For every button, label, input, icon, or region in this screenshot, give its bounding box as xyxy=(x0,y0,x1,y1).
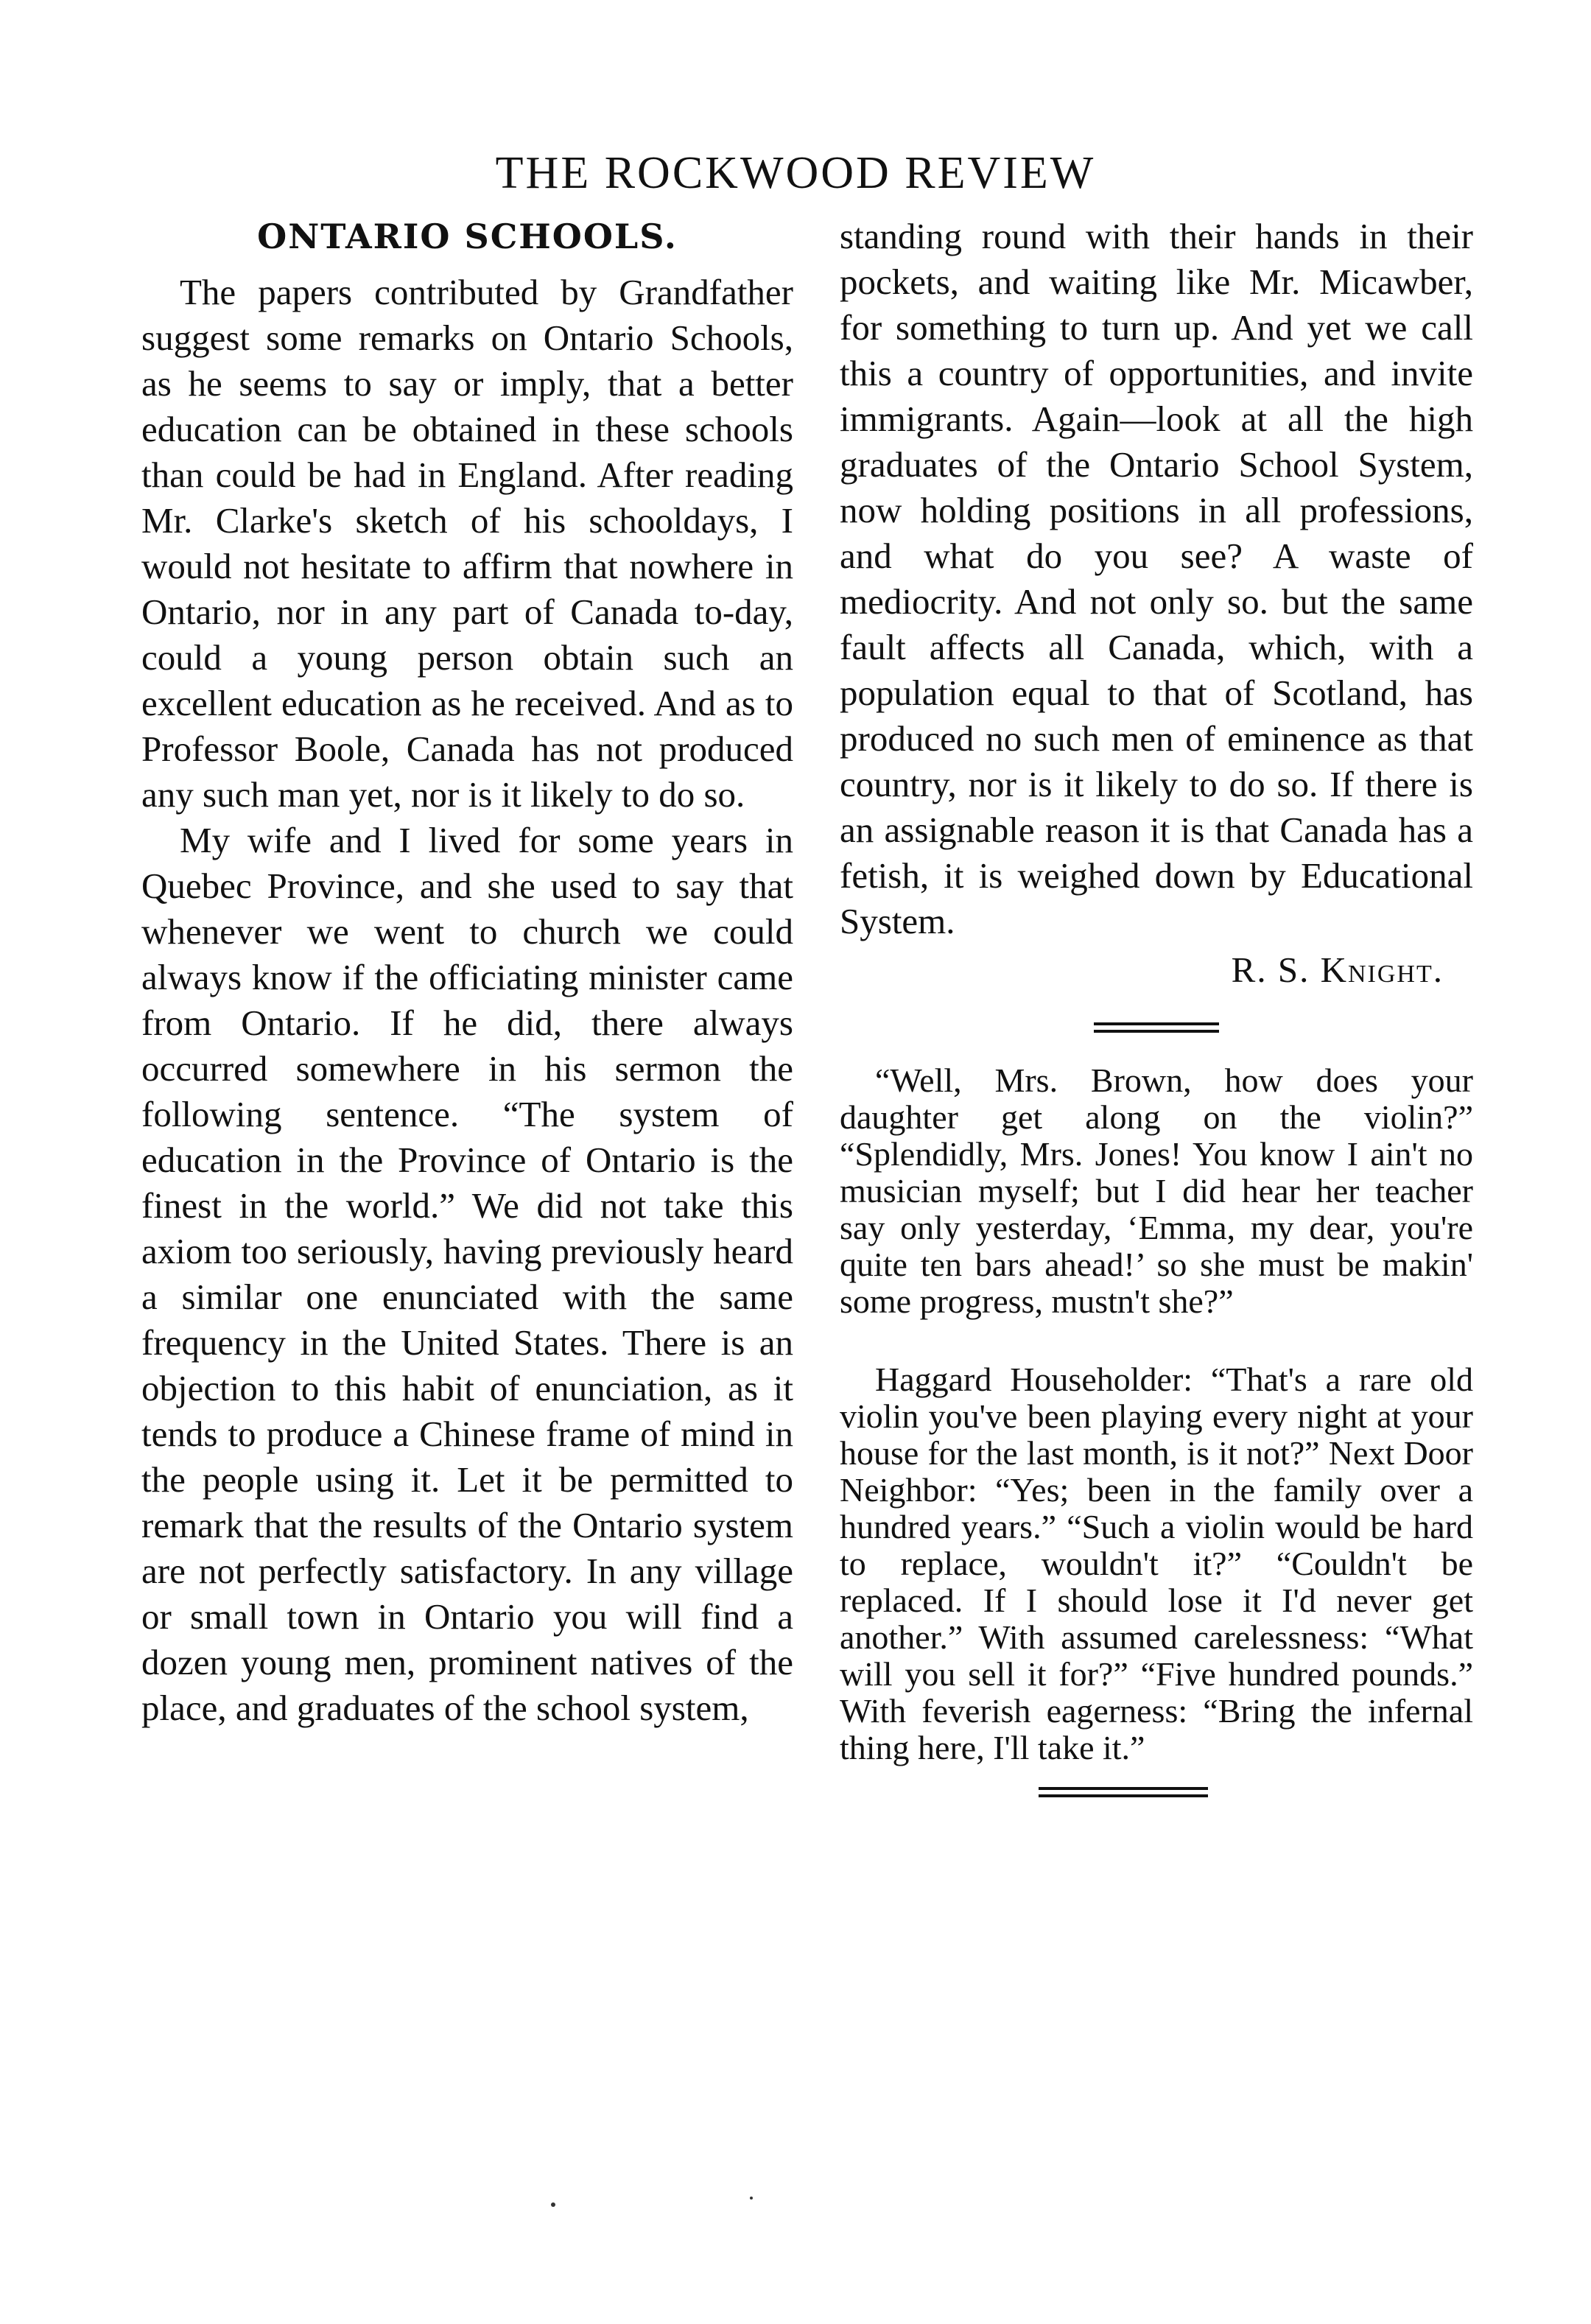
anecdote-violin-sale: Haggard Householder: “That's a rare old violin you've been playing every night at your house for the last month, is it not?” Next Door Neighbor: “Yes; been in the family over a hundred years.” “Such a violin would be hard to replace, wouldn't it?” “Couldn't be replaced. If I should lose it I'd never get another.” With assumed carelessness: “What will you sell it for?” “Five hundred pounds.” With feverish eagerness: “Bring the infernal thing here, I'll take it.” xyxy=(840,1361,1473,1766)
article-paragraph-1: The papers contributed by Grandfather suggest some remarks on Ontario Schools, as he seems to say or imply, that a better education can be obtained in these schools than could be had in England. After reading Mr. Clarke's sketch of his schooldays, I would not hesitate to affirm that nowhere in Ontario, nor in any part of Canada to-day, could a young person obtain such an excellent education as he received. And as to Professor Boole, Canada has not produced any such man yet, nor is it likely to do so. xyxy=(141,272,793,815)
print-speck xyxy=(750,2197,753,2200)
author-signature: R. S. Knight. xyxy=(1231,949,1444,990)
section-divider xyxy=(1094,1022,1219,1033)
article-title: ONTARIO SCHOOLS. xyxy=(257,217,678,256)
anecdote-violin-progress: “Well, Mrs. Brown, how does your daughter get along on the violin?” “Splendidly, Mrs. Jones! You know I ain't no musician myself; but I did hear her teacher say only yesterday, ‘Emma, my dear, you're quite ten bars ahead!’ so she must be makin' some progress, mustn't she?” xyxy=(840,1061,1473,1320)
article-paragraph-2: My wife and I lived for some years in Quebec Province, and she used to say that whenever we went to church we could always know if the officiating minister came from Ontario. If he did, there always occurred somewhere in his sermon the following sentence. “The system of education in the Province of Ontario is the finest in the world.” We did not take this axiom too seriously, having previously heard a similar one enunciated with the same frequency in the United States. There is an objection to this habit of enunciation, as it tends to produce a Chinese frame of mind in the people using it. Let it be permitted to remark that the results of the Ontario system are not perfectly satisfactory. In any village or small town in Ontario you will find a dozen young men, prominent natives of the place, and graduates of the school system, xyxy=(141,820,793,1728)
end-divider xyxy=(1039,1787,1208,1797)
print-speck xyxy=(551,2202,555,2207)
running-header: THE ROCKWOOD REVIEW xyxy=(495,148,1096,198)
article-continuation: standing round with their hands in their pockets, and waiting like Mr. Micawber, for something to turn up. And yet we call this a country of opportunities, and invite immigrants. Again—look at all the high graduates of the Ontario School System, now holding positions in all professions, and what do you see? A waste of mediocrity. And not only so. but the same fault affects all Canada, which, with a population equal to that of Scotland, has produced no such men of eminence as that country, nor is it likely to do so. If there is an assignable reason it is that Canada has a fetish, it is weighed down by Educational System. xyxy=(840,216,1473,941)
left-column xyxy=(141,214,793,1731)
right-column xyxy=(840,214,1473,1802)
